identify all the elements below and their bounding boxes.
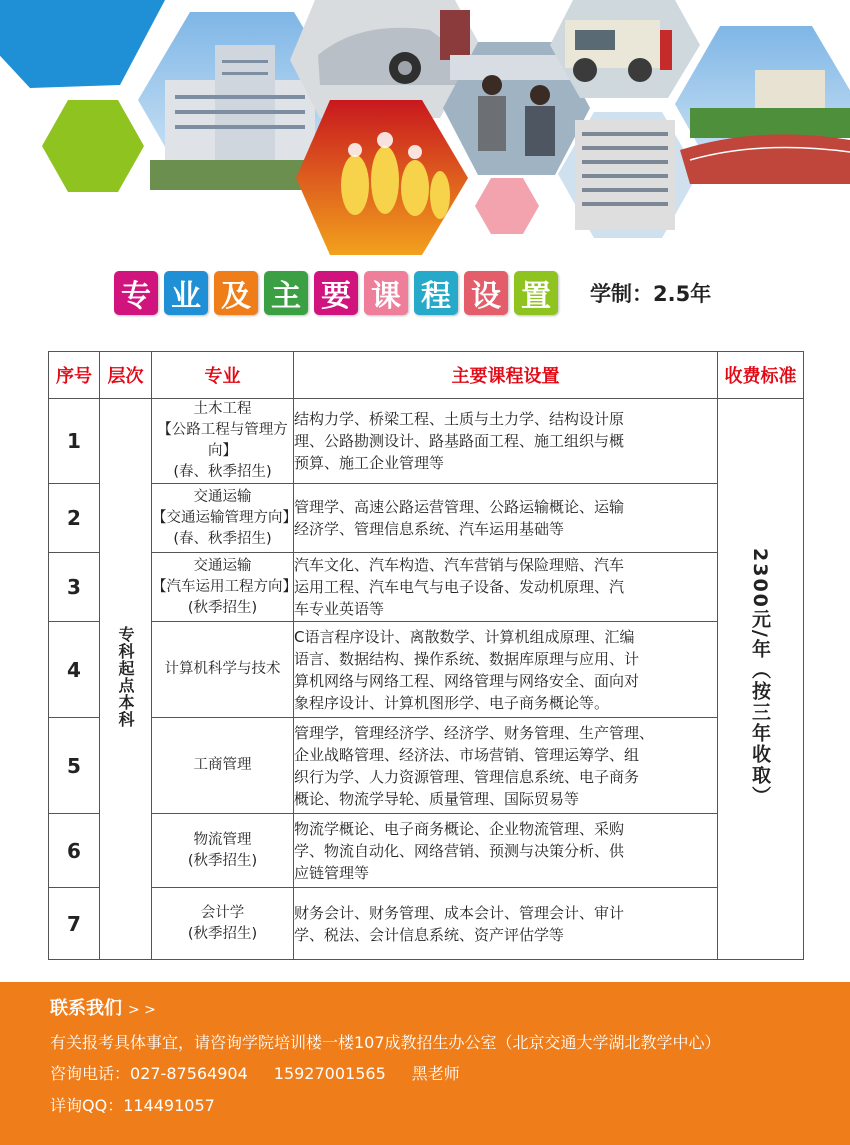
major-line: 物流管理 — [193, 831, 252, 848]
photo-dormitory-building — [558, 112, 698, 238]
title-char-tile: 置 — [514, 271, 558, 315]
course-line: 预算、施工企业管理等 — [294, 454, 445, 472]
header-major: 专业 — [152, 352, 294, 399]
major-line: 【交通运输管理方向】 — [152, 509, 297, 526]
course-line: 学、物流自动化、网络营销、预测与决策分析、供 — [294, 841, 625, 860]
course-line: 结构力学、桥梁工程、土质与土力学、结构设计原 — [294, 410, 625, 428]
table-header-row — [49, 352, 804, 399]
green-hexagon — [42, 100, 144, 192]
course-cell — [294, 553, 718, 622]
major-line: (秋季招生) — [187, 599, 258, 616]
table-row — [49, 484, 804, 553]
title-char-tile: 设 — [464, 271, 508, 315]
header-level: 层次 — [100, 352, 152, 399]
row-number: 7 — [49, 888, 100, 960]
photo-campus-track — [675, 26, 850, 184]
contact-phone-line — [50, 1061, 460, 1084]
pink-hexagon — [475, 178, 539, 234]
major-cell — [152, 399, 294, 484]
section-title — [114, 270, 711, 316]
major-line: 【汽车运用工程方向】 — [152, 578, 297, 595]
course-cell — [294, 484, 718, 553]
level-text: 专科起点本科 — [116, 626, 135, 728]
title-char-tile: 主 — [264, 271, 308, 315]
row-number: 3 — [49, 553, 100, 622]
phone-number-1[interactable]: 027-87564904 — [130, 1064, 248, 1083]
major-cell — [152, 622, 294, 718]
photo-road-equipment — [550, 0, 700, 98]
row-number: 5 — [49, 718, 100, 814]
major-line: 土木工程 — [193, 401, 252, 417]
blue-hexagon — [0, 0, 165, 88]
row-number: 2 — [49, 484, 100, 553]
course-line: 学、税法、会计信息系统、资产评估学等 — [294, 925, 565, 944]
title-char-tile: 及 — [214, 271, 258, 315]
major-cell — [152, 718, 294, 814]
course-line: 算机网络与网络工程、网络管理与网络安全、面向对 — [294, 671, 640, 690]
contact-title — [50, 994, 156, 1020]
course-cell — [294, 622, 718, 718]
title-char-tile: 业 — [164, 271, 208, 315]
major-line: 会计学 — [200, 904, 245, 921]
table-row — [49, 718, 804, 814]
course-line: 财务会计、财务管理、成本会计、管理会计、审计 — [294, 903, 625, 922]
major-line: 交通运输 — [193, 488, 252, 505]
photo-stage-performance — [296, 100, 468, 255]
course-line: 概论、物流学导轮、质量管理、国际贸易等 — [294, 789, 580, 808]
major-line: 交通运输 — [193, 557, 252, 574]
course-line: 汽车文化、汽车构造、汽车营销与保险理赔、汽车 — [294, 556, 625, 574]
row-number: 1 — [49, 399, 100, 484]
course-line: 企业战略管理、经济法、市场营销、管理运筹学、组 — [294, 745, 640, 764]
major-cell — [152, 484, 297, 553]
course-line: 理、公路勘测设计、路基路面工程、施工组织与概 — [294, 432, 625, 450]
major-line: 【公路工程与管理方向】 — [157, 422, 288, 459]
major-line: (春、秋季招生) — [173, 530, 272, 547]
course-line: 经济学、管理信息系统、汽车运用基础等 — [294, 520, 565, 538]
table-row — [49, 622, 804, 718]
phone-number-2[interactable]: 15927001565 — [273, 1064, 386, 1083]
major-line: (秋季招生) — [187, 852, 258, 869]
major-cell — [152, 814, 294, 888]
course-line: 物流学概论、电子商务概论、企业物流管理、采购 — [294, 819, 625, 838]
row-number: 6 — [49, 814, 100, 888]
contact-title-text: 联系我们 — [50, 998, 122, 1019]
course-line: 象程序设计、计算机图形学、电子商务概论等。 — [294, 693, 610, 712]
course-line: 语言、数据结构、操作系统、数据库原理与应用、计 — [294, 649, 640, 668]
title-char-tile: 专 — [114, 271, 158, 315]
row-number: 4 — [49, 622, 100, 718]
course-line: 应链管理等 — [294, 863, 370, 882]
table-row — [49, 814, 804, 888]
header-fee: 收费标准 — [718, 352, 804, 399]
table-row — [49, 399, 804, 484]
course-line: 管理学、高速公路运营管理、公路运输概论、运输 — [294, 498, 625, 516]
phone-label: 咨询电话： — [50, 1064, 131, 1083]
course-cell — [294, 399, 718, 484]
course-cell — [294, 888, 718, 960]
title-char-tile: 课 — [364, 271, 408, 315]
table-row — [49, 888, 804, 960]
major-line: (春、秋季招生) — [173, 464, 272, 480]
major-cell — [152, 888, 294, 960]
fee-cell — [718, 399, 804, 960]
contact-qq: 详询QQ：114491057 — [50, 1096, 215, 1115]
contact-footer — [0, 982, 850, 1145]
course-line: 运用工程、汽车电气与电子设备、发动机原理、汽 — [294, 578, 625, 596]
course-cell — [294, 814, 718, 888]
level-cell — [100, 399, 152, 960]
course-cell — [294, 718, 718, 814]
study-duration: 学制：2.5年 — [590, 282, 712, 306]
course-table — [48, 351, 804, 960]
course-line: 管理学，管理经济学、经济学、财务管理、生产管理、 — [294, 723, 655, 742]
major-cell — [152, 553, 297, 622]
course-line: C语言程序设计、离散数学、计算机组成原理、汇编 — [294, 627, 635, 646]
fee-text: 2300元/年（按三年收取） — [749, 547, 771, 807]
photo-collage — [0, 0, 850, 255]
title-char-tile: 程 — [414, 271, 458, 315]
contact-address: 有关报考具体事宜，请咨询学院培训楼一楼107成教招生办公室（北京交通大学湖北教学中心） — [50, 1033, 721, 1052]
major-line: 计算机科学与技术 — [164, 661, 281, 677]
header-no: 序号 — [49, 352, 100, 399]
major-line: (秋季招生) — [187, 925, 258, 942]
course-line: 车专业英语等 — [294, 600, 385, 618]
contact-person: 黑老师 — [411, 1064, 460, 1083]
double-arrow-icon: > > — [128, 1002, 156, 1018]
table-row — [49, 553, 804, 622]
course-line: 织行为学、人力资源管理、管理信息系统、电子商务 — [294, 767, 640, 786]
major-line: 工商管理 — [193, 757, 252, 773]
header-courses: 主要课程设置 — [294, 352, 718, 399]
title-char-tile: 要 — [314, 271, 358, 315]
